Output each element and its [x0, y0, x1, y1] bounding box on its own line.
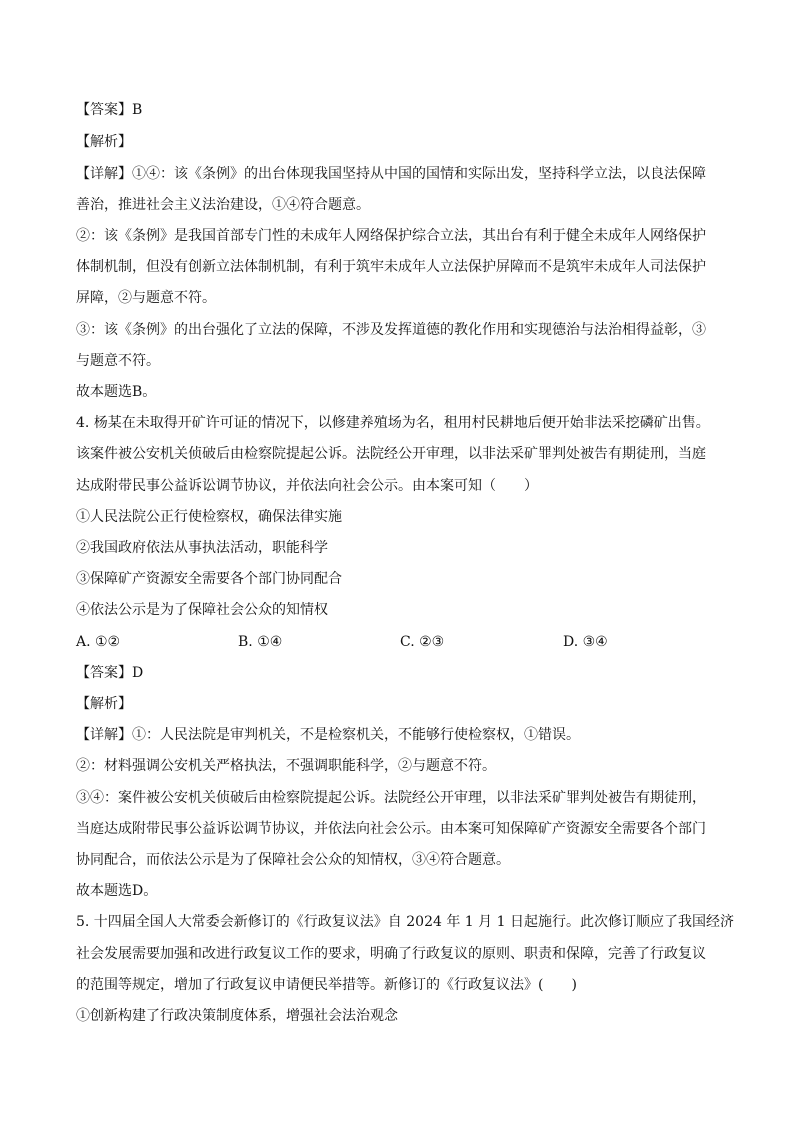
text-line: 故本题选B。: [76, 384, 157, 400]
text-line: ③④：案件被公安机关侦破后由检察院提起公诉。法院经公开审理，以非法采矿罪判处被告有期徒刑，: [76, 790, 706, 806]
text-line: 【详解】①④：该《条例》的出台体现我国坚持从中国的国情和实际出发，坚持科学立法，以良法保障: [76, 166, 706, 182]
option-a: A. ①②: [76, 634, 121, 650]
text-line: 善治，推进社会主义法治建设，①④符合题意。: [76, 197, 370, 213]
text-line: 屏障，②与题意不符。: [76, 290, 216, 306]
text-line: 该案件被公安机关侦破后由检察院提起公诉。法院经公开审理，以非法采矿罪判处被告有期徒刑，当庭: [76, 446, 706, 462]
question-4-stem: 4. 杨某在未取得开矿许可证的情况下，以修建养殖场为名，租用村民耕地后便开始非法采挖磷矿出售。: [76, 415, 710, 431]
option-d: D. ③④: [563, 634, 608, 650]
text-line: 【解析】: [76, 696, 132, 712]
option-c: C. ②③: [400, 634, 445, 650]
option-b: B. ①④: [238, 634, 283, 650]
statement-1: ①创新构建了行政决策制度体系，增强社会法治观念: [76, 1008, 398, 1024]
text-line: 【答案】B: [76, 102, 143, 118]
statement-2: ②我国政府依法从事执法活动，职能科学: [76, 540, 328, 556]
text-line: 达成附带民事公益诉讼调节协议，并依法向社会公示。由本案可知（ ）: [76, 478, 538, 494]
text-line: 【解析】: [76, 134, 132, 150]
text-line: 体制机制，但没有创新立法体制机制，有利于筑牢未成年人立法保护屏障而不是筑牢未成年人司法保护: [76, 259, 706, 275]
statement-4: ④依法公示是为了保障社会公众的知情权: [76, 602, 328, 618]
statement-1: ①人民法院公正行使检察权，确保法律实施: [76, 509, 342, 525]
text-line: 社会发展需要加强和改进行政复议工作的要求，明确了行政复议的原则、职责和保障，完善了行政复议: [76, 946, 706, 962]
text-line: ③：该《条例》的出台强化了立法的保障，不涉及发挥道德的教化作用和实现德治与法治相得益彰，③: [76, 322, 706, 338]
text-line: 【答案】D: [76, 665, 144, 681]
text-line: 【详解】①：人民法院是审判机关，不是检察机关，不能够行使检察权，①错误。: [76, 727, 580, 743]
text-line: 故本题选D。: [76, 883, 158, 899]
question-5-stem: 5. 十四届全国人大常委会新修订的《行政复议法》自 2024 年 1 月 1 日起施行。此次修订顺应了我国经济: [76, 914, 734, 930]
text-line: 与题意不符。: [76, 353, 160, 369]
text-line: 的范围等规定，增加了行政复议申请便民举措等。新修订的《行政复议法》( ): [76, 977, 577, 993]
text-line: 当庭达成附带民事公益诉讼调节协议，并依法向社会公示。由本案可知保障矿产资源安全需要各个部门: [76, 821, 706, 837]
statement-3: ③保障矿产资源安全需要各个部门协同配合: [76, 571, 342, 587]
text-line: ②：该《条例》是我国首部专门性的未成年人网络保护综合立法，其出台有利于健全未成年人网络保护: [76, 228, 706, 244]
text-line: ②：材料强调公安机关严格执法，不强调职能科学，②与题意不符。: [76, 758, 496, 774]
text-line: 协同配合，而依法公示是为了保障社会公众的知情权，③④符合题意。: [76, 852, 510, 868]
